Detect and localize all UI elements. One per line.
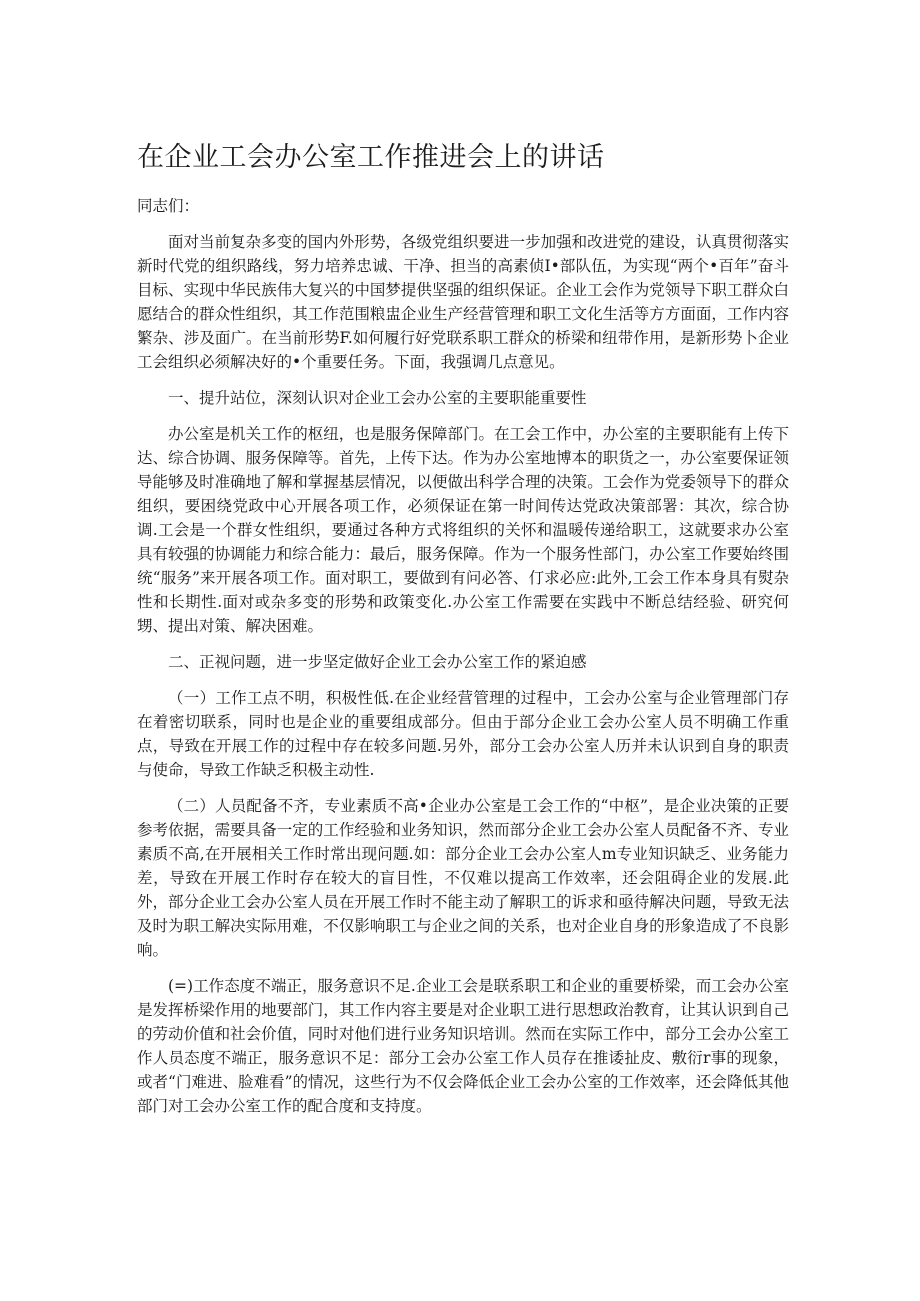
document-page: [137, 138, 789, 1130]
section-1-paragraph: 办公室是机关工作的枢纽，也是服务保障部门。在工会工作中，办公室的主要职能有上传下达、综合协调、服务保障等。首先，上传下达。作为办公室地博本的职货之一，办公室要保证领导能够及时准确地了解和掌握基层情况，以便做出科学合理的决策。工会作为党委领导下的群众组织，要困绕党政中心开展各项工作，必须保证在第一时间传达党政决策部署：其次，综合协调.工会是一个群女性组织，要通过各种方式将组织的关怀和温暖传递给职工，这就要求办公室具有较强的协调能力和综合能力：最后，服务保障。作为一个服务性部门，办公室工作要始终围统“服务”来开展各项工作。面对职工，要做到有问必答、仃求必应:此外,工会工作本身具有熨杂性和长期性.面对或杂多变的形势和政策变化.办公室工作需要在实践中不断总结经验、研究何甥、提出对策、解决困难。: [137, 425, 789, 635]
intro-paragraph: 面对当前复杂多变的国内外形势，各级党组织要进一步加强和改进党的建设，认真贯彻落实新时代党的组织路线，努力培养忠诚、干净、担当的高素侦I•部队伍，为实现“两个•百年”奋斗目标、实现中华民族伟大复兴的中国梦提供坚强的组织保证。企业工会作为党领导下职工群众白愿结合的群众性组织，其工作范围粮盅企业生产经营管理和职工文化生活等方方面面，工作内容繁杂、涉及面广。在当前形势F.如何履行好党联系职工群众的桥梁和纽带作用，是新形势卜企业工会组织必须解决好的•个重要任务。下面，我强调几点意见。: [137, 233, 789, 371]
section-1-heading: 一、提升站位，深刻认识对企业工会办公室的主要职能重要性: [168, 389, 587, 407]
salutation: 同志们：: [137, 197, 200, 215]
section-2-item-2: （二）人员配备不齐，专业素质不高•企业办公室是工会工作的“中枢”，是企业决策的正要参考依据，需要具备一定的工作经验和业务知识，然而部分企业工会办公室人员配备不齐、专业素质不高,在开展相关工作时常出现问题.如：部分企业工会办公室人m专业知识缺乏、业务能力差，导致在开展工作时存在较大的盲目性，不仅难以提高工作效率，还会阻碍企业的发展.此外，部分企业工会办公室人员在开展工作时不能主动了解职工的诉求和亟待解决问题，导致无法及时为职工解决实际用难，不仅影响职工与企业之间的关系，也对企业自身的形象造成了不良影响。: [137, 797, 789, 959]
section-2-heading: 二、正视问题，进一步坚定做好企业工会办公室工作的紧迫感: [168, 653, 587, 671]
section-2-item-3: (=)工作态度不端正，服务意识不足.企业工会是联系职工和企业的重要桥梁，而工会办公室是发挥桥梁作用的地要部门，其工作内容主要是对企业职工进行思想政治教育，让其认识到自己的劳动价值和社会价值，同时对他们进行业务知识培训。然而在实际工作中，部分工会办公室工作人员态度不端正，服务意识不足：部分工会办公室工作人员存在推诿扯皮、敷衍r事的现象，或者“门难进、脸难看”的情况，这些行为不仅会降低企业工会办公室的工作效率，还会降低其他部门对工会办公室工作的配合度和支持度。: [137, 977, 789, 1115]
document-title: 在企业工会办公室工作推进会上的讲话: [137, 142, 605, 173]
section-2-item-1: （一）工作工点不明，积极性低.在企业经营管理的过程中，工会办公室与企业管理部门存在着密切联系，同时也是企业的重要组成部分。但由于部分企业工会办公室人员不明确工作重点，导致在开展工作的过程中存在较多问题.另外，部分工会办公室人历并未认识到自身的职责与使命，导致工作缺乏积极主动性.: [137, 689, 789, 779]
